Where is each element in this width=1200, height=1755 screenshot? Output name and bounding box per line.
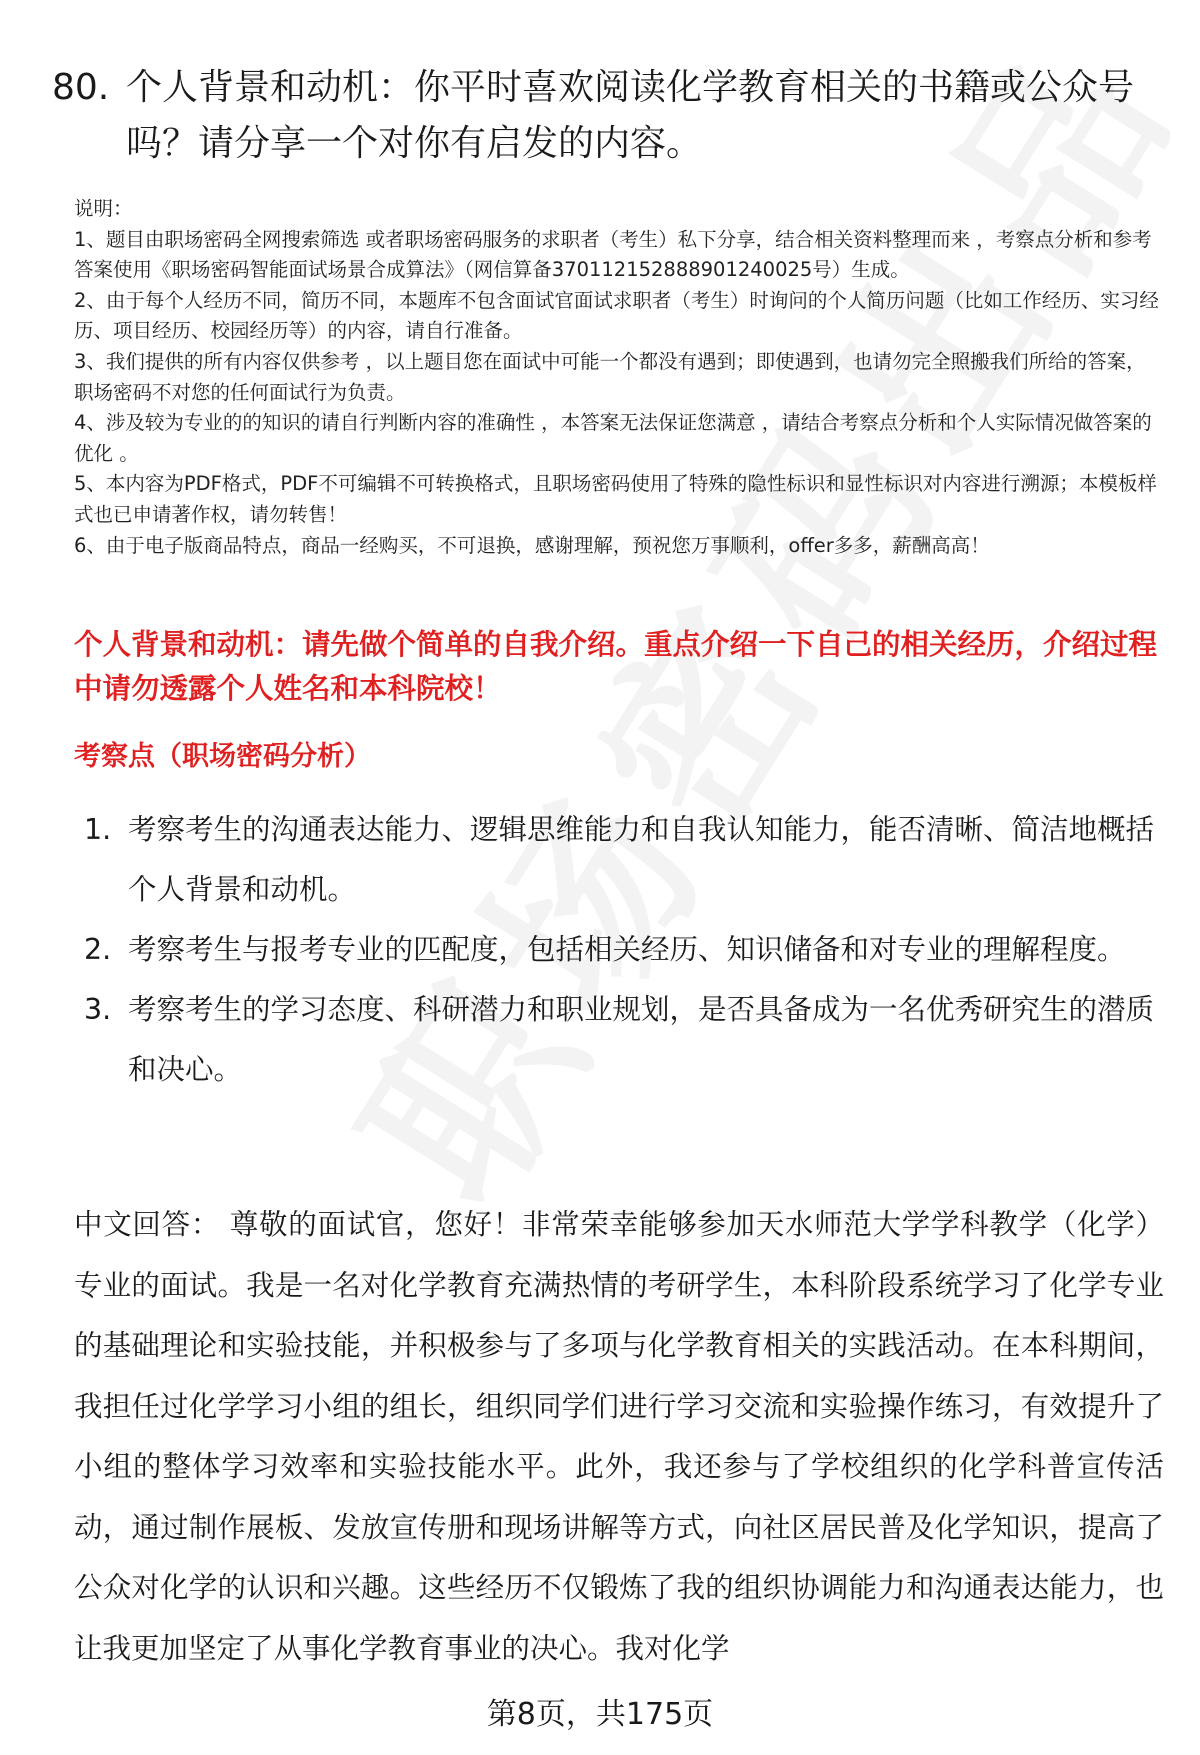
point-text: 考察考生的学习态度、科研潜力和职业规划，是否具备成为一名优秀研究生的潜质和决心。	[128, 993, 1155, 1086]
sub-question: 个人背景和动机：请先做个简单的自我介绍。重点介绍一下自己的相关经历，介绍过程中请勿透露个人姓名和本科院校！	[74, 628, 1158, 705]
note-item: 1、题目由职场密码全网搜索筛选 或者职场密码服务的求职者（考生）私下分享，结合相关资料整理而来 ，考察点分析和参考答案使用《职场密码智能面试场景合成算法》（网信算备370112152888901240025号）生成。	[74, 227, 1152, 282]
point-number: 3.	[84, 993, 112, 1026]
question-number: 80.	[52, 67, 110, 108]
notes-section	[74, 194, 1164, 561]
point-number: 1.	[84, 813, 112, 846]
note-item: 4、涉及较为专业的的知识的请自行判断内容的准确性 ，本答案无法保证您满意 ，请结合考察点分析和个人实际情况做答案的优化 。	[74, 411, 1152, 465]
analysis-heading: 考察点（职场密码分析）	[74, 741, 371, 772]
analysis-point	[84, 920, 1164, 980]
question-title	[52, 60, 1162, 172]
analysis-point	[84, 980, 1164, 1100]
analysis-points	[84, 800, 1164, 1100]
note-item: 6、由于电子版商品特点，商品一经购买，不可退换，感谢理解，预祝您万事顺利，offer多多，薪酬高高！	[74, 533, 990, 557]
note-item: 3、我们提供的所有内容仅供参考 ，以上题目您在面试中可能一个都没有遇到；即使遇到，也请勿完全照搬我们所给的答案，职场密码不对您的任何面试行为负责。	[74, 349, 1146, 404]
point-text: 考察考生的沟通表达能力、逻辑思维能力和自我认知能力，能否清晰、简洁地概括个人背景和动机。	[128, 813, 1155, 906]
analysis-point	[84, 800, 1164, 920]
point-number: 2.	[84, 933, 112, 966]
question-text: 个人背景和动机：你平时喜欢阅读化学教育相关的书籍或公众号吗？请分享一个对你有启发的内容。	[126, 67, 1135, 164]
note-item: 2、由于每个人经历不同，简历不同，本题库不包含面试官面试求职者（考生）时询问的个人简历问题（比如工作经历、实习经历、项目经历、校园经历等）的内容，请自行准备。	[74, 288, 1159, 343]
notes-heading: 说明：	[74, 197, 133, 220]
page-number: 第8页，共175页	[486, 1697, 714, 1732]
note-item: 5、本内容为PDF格式，PDF不可编辑不可转换格式，且职场密码使用了特殊的隐性标识和显性标识对内容进行溯源；本模板样式也已申请著作权，请勿转售！	[74, 472, 1157, 526]
answer-text: 中文回答： 尊敬的面试官，您好！非常荣幸能够参加天水师范大学学科教学（化学）专业的面试。我是一名对化学教育充满热情的考研学生，本科阶段系统学习了化学专业的基础理论和实验技能，并积极参与了多项与化学教育相关的实践活动。在本科期间，我担任过化学学习小组的组长，组织同学们进行学习交流和实验操作练习，有效提升了小组的整体学习效率和实验技能水平。此外，我还参与了学校组织的化学科普宣传活动，通过制作展板、发放宣传册和现场讲解等方式，向社区居民普及化学知识，提高了公众对化学的认识和兴趣。这些经历不仅锻炼了我的组织协调能力和沟通表达能力，也让我更加坚定了从事化学教育事业的决心。我对化学	[74, 1208, 1164, 1665]
point-text: 考察考生与报考专业的匹配度，包括相关经历、知识储备和对专业的理解程度。	[128, 933, 1126, 966]
